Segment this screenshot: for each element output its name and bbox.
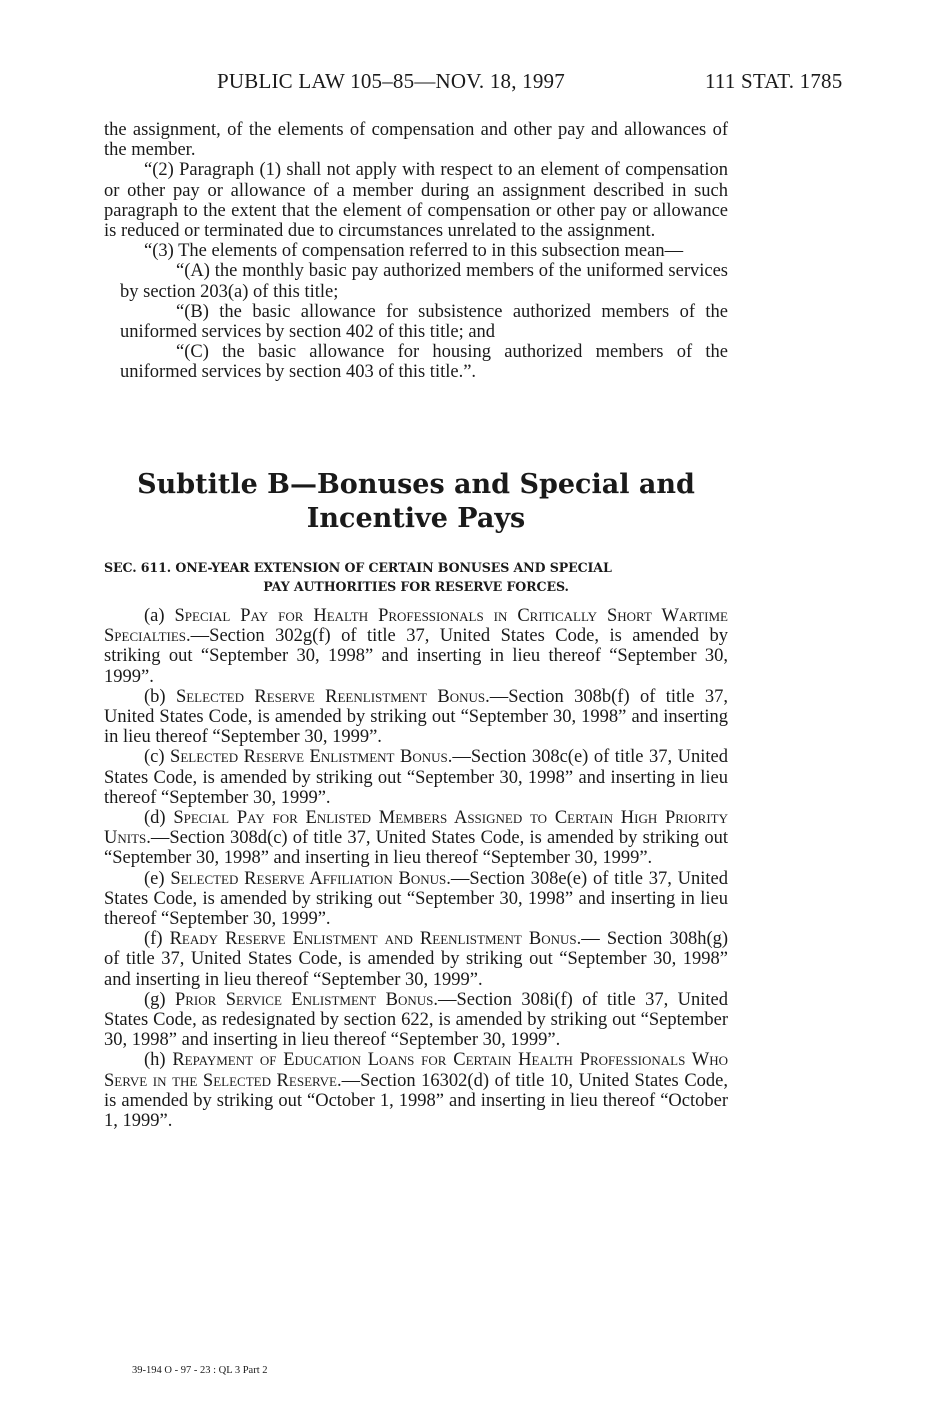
subsection-label: (h) [144,1050,173,1071]
subsection-text: —Section 308e(e) of title 37, United States Code, is amended by striking out “September 30, 1998” and inserting in lieu thereof “September 30, 1999”. [104,868,728,930]
section-heading-line-1: SEC. 611. ONE-YEAR EXTENSION OF CERTAIN BONUSES AND SPECIAL [104,560,612,575]
subtitle-line-1: Subtitle B—Bonuses and Special and [137,469,695,500]
subsection-text: —Section 308c(e) of title 37, United States Code, is amended by striking out “September 30, 1998” and inserting in lieu thereof “September 30, 1999”. [104,747,728,808]
running-head-title: PUBLIC LAW 105–85—NOV. 18, 1997 [217,69,565,93]
subsection-text: —Section 308d(c) of title 37, United States Code, is amended by striking out “September 30, 1998” and inserting in lieu thereof “September 30, 1999”. [104,828,728,869]
section-heading [104,558,728,596]
subsection-label: (c) [144,747,171,768]
subsection-caption: Prior Service Enlistment Bonus. [174,989,439,1010]
subtitle-line-2: Incentive Pays [306,503,526,534]
subsection-label: (b) [144,686,176,707]
subsection-e [104,869,728,930]
subsection-text: —Section 308b(f) of title 37, United States Code, is amended by striking out “September 30, 1998” and inserting in lieu thereof “September 30, 1999”. [104,686,729,748]
subsection-f [104,929,728,990]
subtitle-heading [104,468,728,536]
subsection-label: (f) [144,929,170,950]
subsection-label: (g) [144,989,175,1010]
subsection-text: —Section 302g(f) of title 37, United States Code, is amended by striking out “September 30, 1998” and inserting in lieu thereof “September 30, 1999”. [104,626,728,687]
paragraph-continued: the assignment, of the elements of compensation and other pay and allowances of the member. [104,120,728,161]
subsection-b [104,687,728,748]
subsection-caption: Repayment of Education Loans for Certain Health Professionals Who Serve in the Selected Reserve. [104,1050,729,1091]
subsection-h [104,1050,728,1131]
subsection-d [104,808,728,869]
list-item-a: “(A) the monthly basic pay authorized members of the uniformed services by section 203(a) of this title; [120,261,728,302]
paragraph-3: “(3) The elements of compensation referred to in this subsection mean— [144,241,684,262]
print-code-footer: 39-194 O - 97 - 23 : QL 3 Part 2 [132,1365,268,1376]
subsection-caption: Special Pay for Health Professionals in Critically Short Wartime Specialties. [104,606,728,647]
subsection-text: —Section 16302(d) of title 10, United States Code, is amended by striking out “October 1, 1998” and inserting in lieu thereof “October 1, 1999”. [104,1070,728,1132]
subsection-text: — Section 308h(g) of title 37, United States Code, is amended by striking out “September 30, 1998” and inserting in lieu thereof “September 30, 1999”. [104,929,729,990]
subsection-label: (d) [144,808,174,829]
section-body [104,606,728,1131]
subsection-caption: Special Pay for Enlisted Members Assigned to Certain High Priority Units. [104,808,728,849]
list-item-c: “(C) the basic allowance for housing authorized members of the uniformed services by section 403 of this title.”. [120,342,728,383]
list-item-b: “(B) the basic allowance for subsistence authorized members of the uniformed services by section 402 of this title; and [120,301,728,343]
subsection-c [104,747,728,808]
subsection-caption: Ready Reserve Enlistment and Reenlistment Bonus. [169,929,582,950]
subsection-g [104,990,728,1051]
elements-list [104,261,728,382]
continuation-text [104,120,728,383]
subsection-caption: Selected Reserve Affiliation Bonus. [170,868,451,889]
running-head-stat-page: 111 STAT. 1785 [705,69,843,93]
subsection-caption: Selected Reserve Reenlistment Bonus. [175,686,490,707]
section-heading-line-2: PAY AUTHORITIES FOR RESERVE FORCES. [263,579,569,594]
paragraph-2: “(2) Paragraph (1) shall not apply with respect to an element of compensation or other pay or allowance of a member during an assignment described in such paragraph to the extent that the element of compensation or other pay or allowance is reduced or terminated due to circumstances unrelated to the assignment. [104,160,728,242]
subsection-text: —Section 308i(f) of title 37, United States Code, as redesignated by section 622, is amended by striking out “September 30, 1998” and inserting in lieu thereof “September 30, 1999”. [104,989,728,1051]
subsection-caption: Selected Reserve Enlistment Bonus. [170,747,453,768]
subsection-a [104,606,728,687]
subsection-label: (e) [144,868,171,889]
subsection-label: (a) [144,606,175,626]
